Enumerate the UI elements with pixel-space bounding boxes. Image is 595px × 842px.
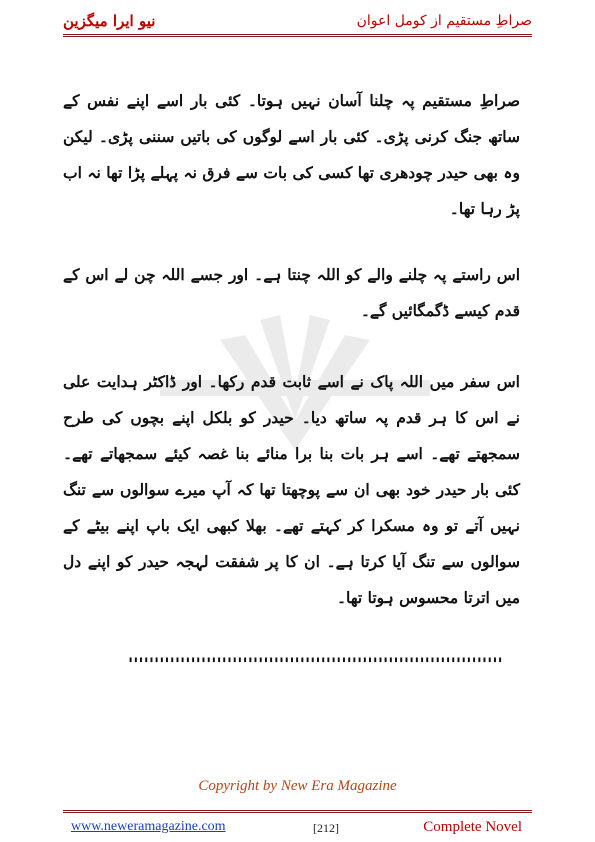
- page-header: [63, 10, 532, 37]
- paragraph-3: اس سفر میں اللہ پاک نے اسے ثابت قدم رکھا۔ اور ڈاکٹر ہدایت علی نے اس کا ہر قدم پہ ساتھ دیا۔ حیدر کو بلکل اپنے بچوں کی طرح سمجھتے تھے۔ اسے ہر بات بنا برا منائے بنا غصہ کیئے سمجھاتے تھے۔ کئی بار حیدر خود بھی ان سے پوچھتا تھا کہ آپ میرے سوالوں سے تنگ نہیں آتے تو وہ مسکرا کر کہتے تھے۔ بھلا کبھی ایک باپ اپنے بیٹے کے سوالوں سے تنگ آیا کرتا ہے۔ ان کا پر شفقت لہجہ حیدر کو اپنے دل میں اترتا محسوس ہوتا تھا۔: [63, 372, 520, 607]
- copyright-notice: Copyright by New Era Magazine: [198, 778, 397, 794]
- page-footer: [63, 810, 532, 839]
- website-link[interactable]: www.neweramagazine.com: [71, 819, 226, 834]
- page-number: [212]: [313, 821, 339, 835]
- magazine-name: نیو ایرا میگزین: [63, 12, 156, 30]
- section-divider: '''''''''''''''''''''''''''''''''''''''''''''''''''''''''''''''''''''''': [128, 655, 503, 675]
- paragraph-1: صراطِ مستقیم پہ چلنا آسان نہیں ہوتا۔ کئی بار اسے اپنے نفس کے ساتھ جنگ کرنی پڑی۔ کئی بار اسے لوگوں کی باتیں سننی پڑی۔ لیکن وہ بھی حیدر چودھری تھا کسی کی بات سے فرق نہ پہلے پڑا تھا نہ اب پڑ رہا تھا۔: [63, 91, 520, 218]
- paragraph-2: اس راستے پہ چلنے والے کو اللہ چنتا ہے۔ اور جسے اللہ چن لے اس کے قدم کیسے ڈگمگائیں گے۔: [63, 265, 520, 320]
- novel-status: Complete Novel: [423, 819, 522, 835]
- story-title: صراطِ مستقیم از کومل اعوان: [356, 13, 532, 29]
